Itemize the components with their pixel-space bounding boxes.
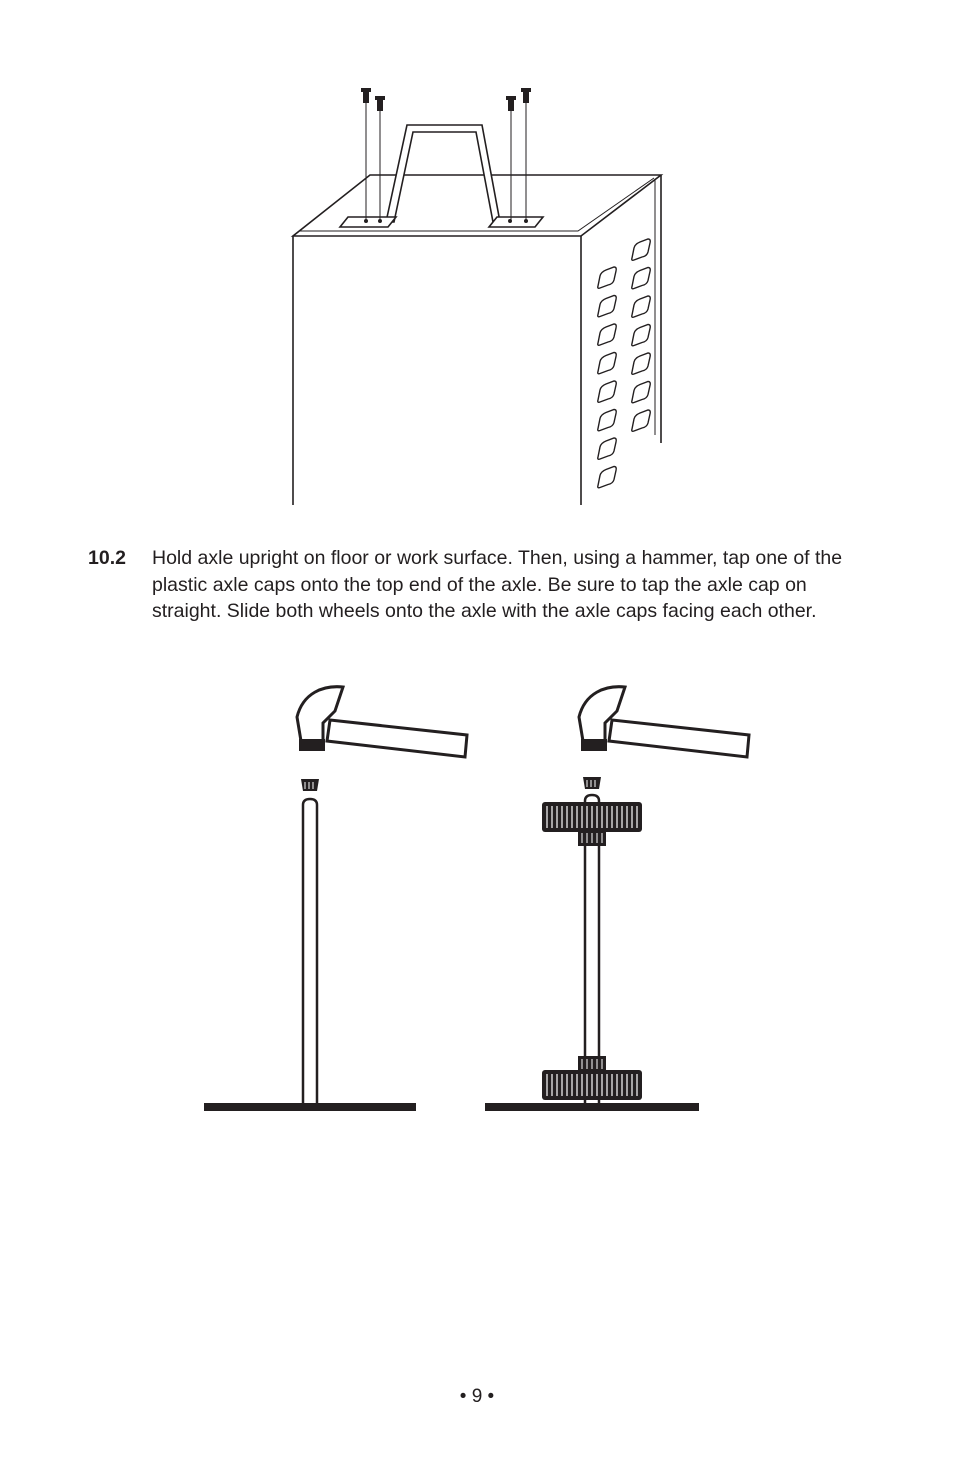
vent-slot [598, 353, 617, 374]
wheel [542, 1056, 642, 1100]
vent-slot [632, 296, 651, 317]
vent-slot [598, 296, 617, 317]
page-number: • 9 • [459, 1386, 495, 1407]
vent-slots [598, 239, 651, 488]
axle-assembly-illustration [195, 675, 715, 1125]
step-number: 10.2 [88, 547, 126, 569]
screw [521, 88, 531, 103]
vent-slot [632, 410, 651, 431]
floor-line [204, 1103, 416, 1111]
vent-slot [598, 410, 617, 431]
step-text: Hold axle upright on floor or work surface. Then, using a hammer, tap one of the plastic axle caps onto the top end of the axle. Be sure to tap the axle cap on straight. Slide both wheels onto the axle with the axle caps facing each other. [152, 547, 843, 622]
wheel [542, 802, 642, 846]
hammer [297, 687, 467, 757]
screw [375, 96, 385, 111]
vent-slot [632, 239, 651, 260]
vent-slot [632, 382, 651, 403]
vent-slot [632, 325, 651, 346]
floor-line [485, 1103, 699, 1111]
vent-slot [598, 381, 617, 402]
axle-cap [301, 779, 319, 791]
vent-slot [632, 268, 651, 289]
cabinet-handle-illustration [280, 80, 680, 510]
screw [506, 96, 516, 111]
vent-slot [598, 324, 617, 345]
vent-slot [598, 438, 617, 459]
axle [303, 799, 317, 1107]
screw [361, 88, 371, 103]
hammer [579, 687, 749, 757]
vent-slot [598, 467, 617, 488]
axle-cap [583, 777, 601, 789]
vent-slot [598, 267, 617, 288]
vent-slot [632, 353, 651, 374]
